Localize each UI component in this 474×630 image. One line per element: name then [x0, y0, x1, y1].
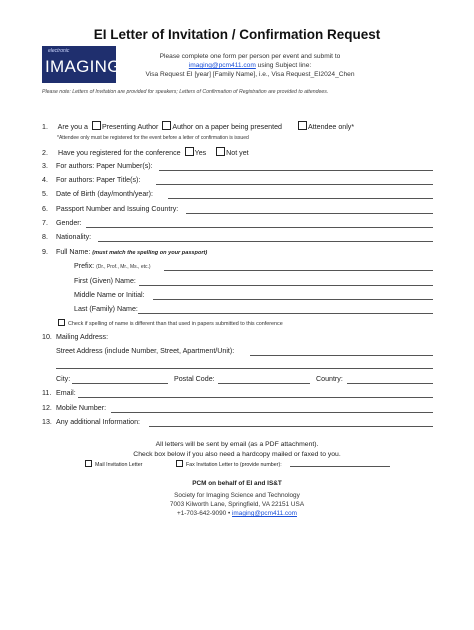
last-name-label: Last (Family) Name:	[74, 305, 138, 313]
registered-yes-label: Yes	[194, 149, 207, 157]
q7-num: 7.	[42, 219, 48, 227]
fax-letter-checkbox[interactable]	[176, 460, 183, 467]
city-field[interactable]	[72, 383, 168, 384]
paper-number-field[interactable]	[159, 170, 433, 171]
attendee-only-label: Attendee only*	[307, 123, 355, 131]
q10-num: 10.	[42, 333, 52, 341]
q5-row	[42, 190, 153, 198]
q1-label: Are you a	[57, 123, 88, 131]
q11-row	[42, 389, 76, 397]
phone-number: +1-703-642-9090	[176, 510, 227, 517]
q10-label: Mailing Address:	[56, 333, 109, 341]
q4-label: For authors: Paper Title(s):	[56, 176, 141, 184]
q9-row	[42, 248, 207, 256]
q3-row	[42, 162, 153, 170]
fax-number-field[interactable]	[290, 466, 390, 467]
intro-line2: using Subject line:	[255, 62, 312, 69]
paper-title-field[interactable]	[156, 184, 433, 185]
presenting-author-checkbox[interactable]	[92, 121, 101, 130]
q3-num: 3.	[42, 162, 48, 170]
q1-footnote: *Attendee only must be registered for the event before a letter of confirmation is issued	[57, 135, 249, 141]
q11-label: Email:	[56, 389, 76, 397]
prefix-row	[74, 262, 151, 270]
q2-label: Have you registered for the conference	[57, 149, 181, 157]
contact-row	[0, 510, 474, 519]
q13-num: 13.	[42, 418, 52, 426]
electronic-imaging-logo	[42, 46, 121, 83]
q6-row	[42, 205, 178, 213]
q5-label: Date of Birth (day/month/year):	[56, 190, 153, 198]
city-label: City:	[56, 375, 71, 383]
additional-info-field[interactable]	[149, 426, 433, 427]
prefix-label: Prefix:	[74, 262, 95, 270]
registered-yes-checkbox[interactable]	[185, 147, 194, 156]
prefix-hint: (Dr., Prof., Mr., Ms., etc.)	[96, 264, 151, 270]
logo-small-text: electronic	[48, 48, 70, 54]
q4-num: 4.	[42, 176, 48, 184]
q7-label: Gender:	[56, 219, 82, 227]
fax-letter-label: Fax Invitation Letter to (provide number):	[186, 462, 282, 468]
attendee-only-checkbox[interactable]	[298, 121, 307, 130]
q9-label: Full Name:	[56, 248, 91, 256]
q4-row	[42, 176, 140, 184]
presenting-author-label: Presenting Author	[101, 123, 159, 131]
logo-big-text: IMAGING	[45, 57, 121, 76]
q3-label: For authors: Paper Number(s):	[56, 162, 153, 170]
first-name-field[interactable]	[139, 285, 433, 286]
spelling-check-label: Check if spelling of name is different than that used in papers submitted to this conference	[68, 321, 283, 327]
spelling-different-checkbox[interactable]	[58, 319, 65, 326]
q12-num: 12.	[42, 404, 52, 412]
q9-hint: (must match the spelling on your passport)	[92, 250, 208, 256]
mail-option	[85, 460, 142, 468]
email-field[interactable]	[78, 397, 433, 398]
mail-letter-label: Mail Invitation Letter	[95, 462, 143, 468]
intro-line1: Please complete one form per person per event and submit to	[159, 53, 341, 60]
country-label: Country:	[316, 375, 343, 383]
middle-name-label: Middle Name or Initial:	[74, 291, 145, 299]
q11-num: 11.	[42, 389, 52, 397]
mail-letter-checkbox[interactable]	[85, 460, 92, 467]
intro-text	[120, 52, 380, 79]
q8-label: Nationality:	[56, 233, 92, 241]
first-name-label: First (Given) Name:	[74, 277, 136, 285]
q12-row	[42, 404, 106, 412]
q2-num: 2.	[42, 149, 48, 157]
q7-row	[42, 219, 82, 227]
q6-label: Passport Number and Issuing Country:	[56, 205, 179, 213]
q12-label: Mobile Number:	[56, 404, 107, 412]
q6-num: 6.	[42, 205, 48, 213]
q2-row	[42, 147, 249, 157]
q8-num: 8.	[42, 233, 48, 241]
mobile-field[interactable]	[111, 412, 433, 413]
page-title: EI Letter of Invitation / Confirmation Request	[93, 27, 381, 42]
org-address: 7003 Kilworth Lane, Springfield, VA 22151 USA	[169, 501, 305, 508]
bullet-separator: •	[227, 510, 231, 517]
last-name-field[interactable]	[138, 313, 433, 314]
footer-line1: All letters will be sent by email (as a PDF attachment).	[155, 441, 319, 448]
author-on-paper-label: Author on a paper being presented	[172, 123, 282, 131]
street-field-line2[interactable]	[56, 368, 433, 369]
q10-row	[42, 333, 108, 341]
registered-notyet-checkbox[interactable]	[216, 147, 225, 156]
registered-notyet-label: Not yet	[226, 149, 249, 157]
postal-field[interactable]	[218, 383, 310, 384]
q1-num: 1.	[42, 123, 48, 131]
footer-email-link[interactable]: imaging@pcm411.com	[232, 510, 297, 517]
q8-row	[42, 233, 91, 241]
q13-row	[42, 418, 140, 426]
q1-row	[42, 121, 354, 131]
fax-option	[176, 460, 282, 468]
middle-name-field[interactable]	[153, 299, 433, 300]
postal-label: Postal Code:	[174, 375, 215, 383]
nationality-field[interactable]	[98, 241, 433, 242]
passport-field[interactable]	[186, 213, 433, 214]
gender-field[interactable]	[86, 227, 433, 228]
street-label: Street Address (include Number, Street, Apartment/Unit):	[56, 347, 235, 355]
footer-line2: Check box below if you also need a hardcopy mailed or faxed to you.	[133, 451, 341, 458]
date-of-birth-field[interactable]	[168, 198, 433, 199]
street-field[interactable]	[250, 355, 433, 356]
country-field[interactable]	[347, 383, 433, 384]
prefix-field[interactable]	[164, 270, 433, 271]
q13-label: Any additional Information:	[56, 418, 140, 426]
org-name: Society for Imaging Science and Technology	[174, 492, 300, 499]
spelling-check-row	[58, 319, 283, 327]
q5-num: 5.	[42, 190, 48, 198]
pcm-heading: PCM on behalf of EI and IS&T	[192, 480, 282, 487]
intro-line3: Visa Request EI [year] [Family Name], i.e., Visa Request_EI2024_Chen	[145, 71, 355, 78]
author-on-paper-checkbox[interactable]	[162, 121, 171, 130]
intro-email-link[interactable]: imaging@pcm411.com	[188, 62, 256, 69]
note-text: Please note: Letters of Invitation are provided for speakers; Letters of Confirmation of Registration are provided to attendees.	[42, 89, 329, 95]
q9-num: 9.	[42, 248, 48, 256]
